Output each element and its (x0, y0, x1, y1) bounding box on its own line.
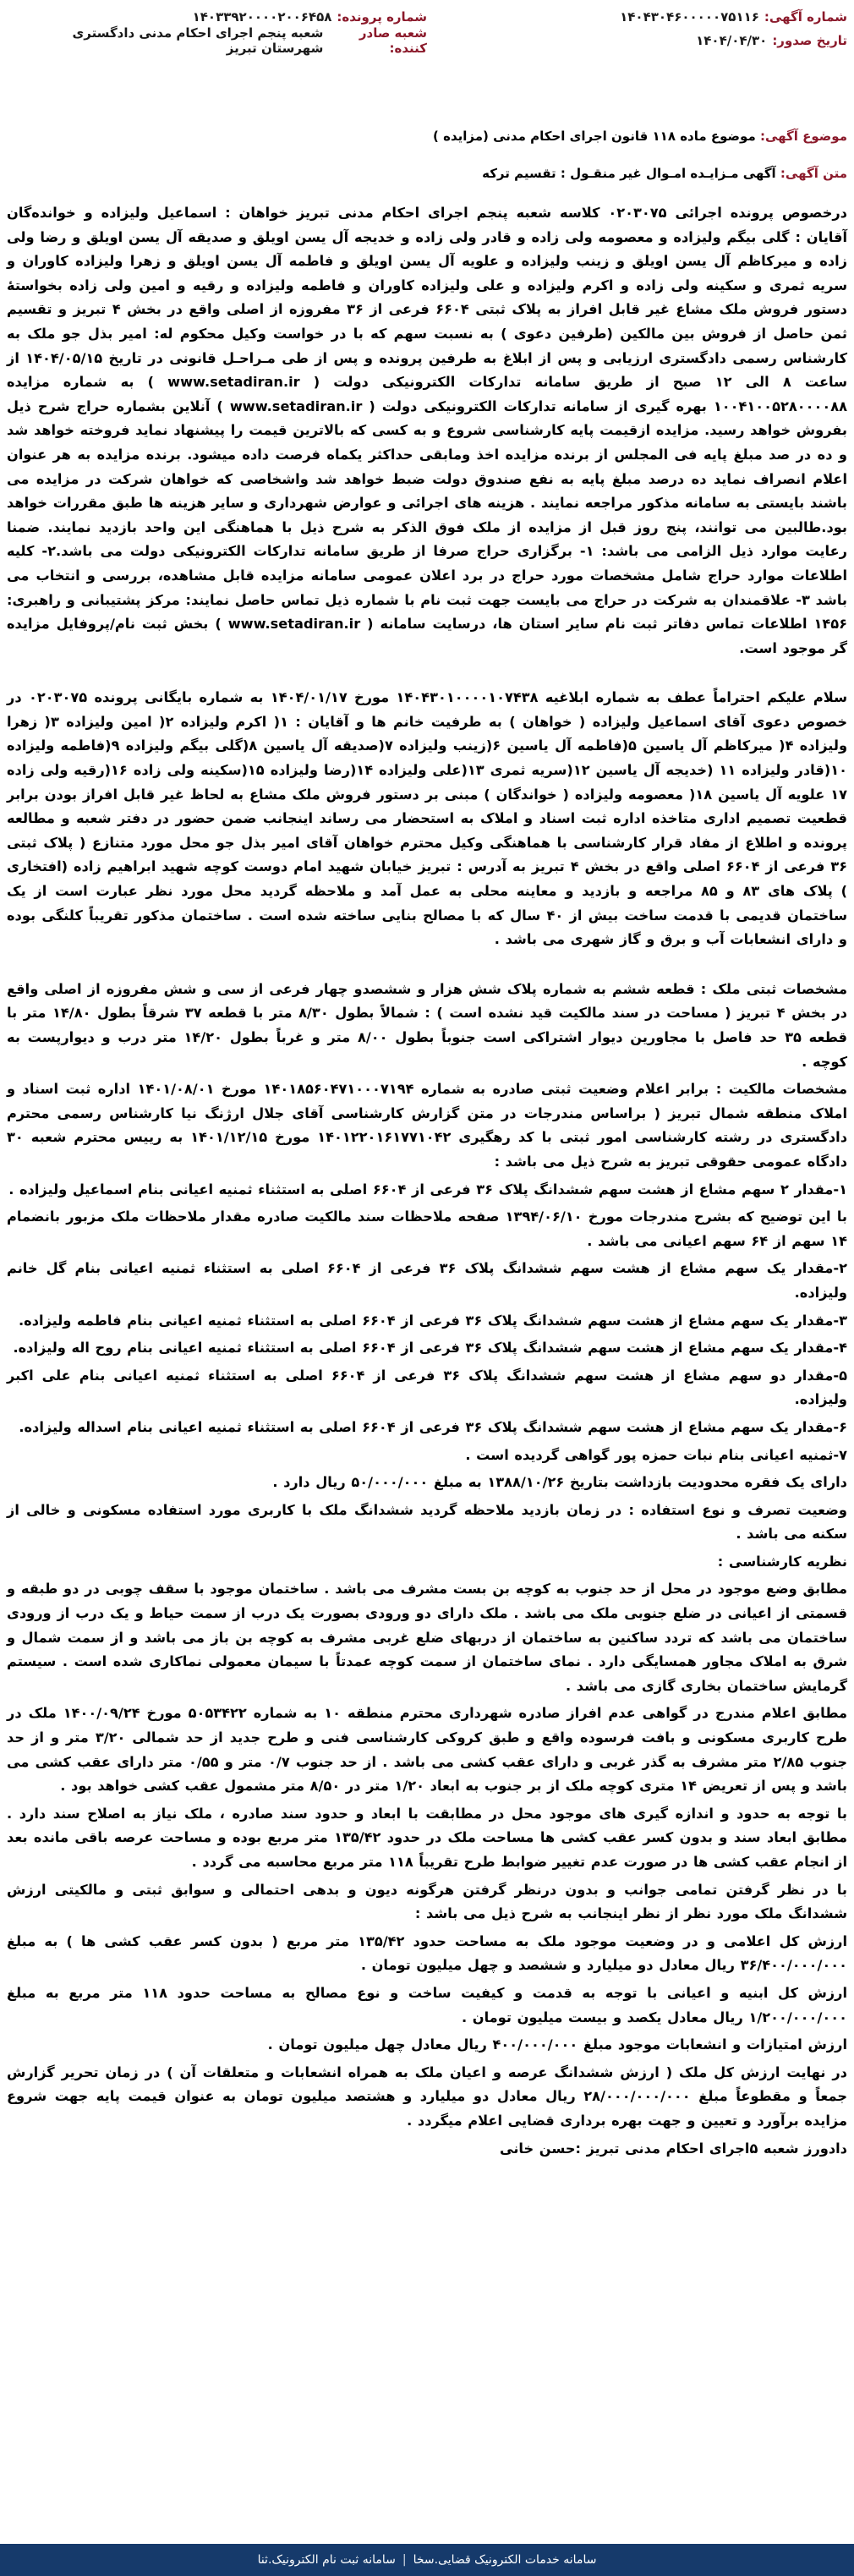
subject-value: موضوع ماده ۱۱۸ قانون اجرای احکام مدنی (مزایده ) (433, 129, 756, 144)
valuation-total: در نهایت ارزش کل ملک ( ارزش ششدانگ عرصه و اعیان ملک به همراه انشعابات و متعلقات آن ) در زمان تحریر گزارش جمعاً و مقطوعاً مبلغ ۲۸/۰۰۰/۰۰۰/۰۰۰ ریال معادل دو میلیارد و هشتصد میلیون تومان به عنوان قیمت پایه جهت شروع مزایده برآورد و تعیین و جهت بهره برداری قضایی اعلام میگردد . (7, 2064, 847, 2129)
subject-label: موضوع آگهی: (759, 129, 847, 144)
branch-field (7, 25, 427, 56)
ownership-specs: مشخصات مالکیت : برابر اعلام وضعیت ثبتی صادره به شماره ۱۴۰۱۸۵۶۰۴۷۱۰۰۰۷۱۹۴ مورخ ۱۴۰۱/۰۸/۰۱ اداره ثبت اسناد و املاک منطقه شمال تبریز ( براساس مندرجات در متن گزارش کارشناسی آقای جلال ارژنگ نیا کارشناس رسمی محترم دادگستری در رشته کارشناسی امور ثبتی با کد رهگیری ۱۴۰۱۲۲۰۱۶۱۷۷۱۰۴۲ مورخ ۱۴۰۱/۱۲/۱۵ به رییس محترم شعبه ۳۰ دادگاه عمومی حقوقی تبریز به شرح ذیل می باشد : (7, 1081, 848, 1170)
ownership-item: ۵-مقدار دو سهم مشاع از هشت سهم ششدانگ پلاک ۳۶ فرعی از ۶۶۰۴ اصلی به استثناء ثمنیه اعیانی بنام علی اکبر ولیزاده. (7, 1367, 847, 1408)
case-number-field (7, 9, 427, 25)
branch-name: شعبه پنجم اجرای احکام مدنی دادگستری شهرستان تبریز (72, 25, 324, 56)
ad-text-value: آگهی مـزایـده امـوال غیر منقـول : تقسیم ترکه (482, 166, 776, 181)
footer-link-sana[interactable]: سامانه ثبت نام الکترونیک.ثنا (257, 2553, 396, 2567)
announcement-body (7, 201, 847, 2164)
ad-number-label: شماره آگهی: (764, 9, 847, 25)
signature: دادورز شعبه ۵اجرای احکام مدنی تبریز :حسن خانی (499, 2140, 847, 2157)
footer-separator: | (402, 2553, 407, 2567)
expert-paragraph: با در نظر گرفتن تمامی جوانب و بدون درنظر گرفتن هرگونه دیون و بدهی احتمالی و سوابق ثبتی و مالکیتی ارزش ششدانگ ملک مورد نظر از نظر اینجانب به شرح ذیل می باشد : (7, 1881, 847, 1922)
case-number: ۱۴۰۳۳۹۲۰۰۰۰۲۰۰۶۴۵۸ (192, 9, 332, 25)
footer-link-sakha[interactable]: سامانه خدمات الکترونیک قضایی.سخا (413, 2553, 597, 2567)
expert-heading: نظریه کارشناسی : (717, 1553, 847, 1570)
expert-paragraph: مطابق اعلام مندرج در گواهی عدم افراز صادره شهرداری محترم منطقه ۱۰ به شماره ۵۰۵۳۴۲۲ مورخ ۱۴۰۰/۰۹/۲۴ ملک در طرح کاربری مسکونی و بافت فرسوده واقع و طبق کروکی کارشناسی فنی و طرح جدید از حد شمالی ۳/۲۰ متر و از حد جنوب ۲/۸۵ متر مشرف به گذر غربی و دارای عقب کشی می باشد . از حد جنوب ۰/۷ متر و ۰/۵۵ متر دارای عقب کشی می باشد و پس از تعریض ۱۴ متری کوچه ملک از بر جنوب به ابعاد ۱/۲۰ متر در ۸/۵۰ متر مشمول عقب کشی خواهد بود . (7, 1705, 848, 1795)
branch-label: شعبه صادر کننده: (359, 25, 427, 56)
issue-date-field (427, 33, 847, 48)
ownership-item: ۶-مقدار یک سهم مشاع از هشت سهم ششدانگ پلاک ۳۶ فرعی از ۶۶۰۴ اصلی به استثناء ثمنیه اعیانی بنام اسداله ولیزاده. (19, 1418, 847, 1435)
registration-specs: مشخصات ثبتی ملک : قطعه ششم به شماره پلاک شش هزار و ششصدو چهار فرعی از سی و شش مفروزه از اصلی واقع در بخش ۴ تبریز ( مساحت در سند مالکیت قید نشده است ) : شمالاً بطول ۸/۳۰ متر با قطعه ۳۷ شرقاً بطول ۱۴/۸۰ متر با قطعه ۳۵ حد فاصل با مجاورین دیوار اشتراکی است جنوباً بطول ۸/۰۰ متر و غرباً بطول ۱۴/۲۰ متر درب و دیوارپست به کوچه . (7, 980, 848, 1070)
ownership-item: ۱-مقدار ۲ سهم مشاع از هشت سهم ششدانگ پلاک ۳۶ فرعی از ۶۶۰۴ اصلی به استثناء ثمنیه اعیانی بنام اسماعیل ولیزاده . (8, 1181, 847, 1198)
usage-status: وضعیت تصرف و نوع استفاده : در زمان بازدید ملاحظه گردید ششدانگ ملک با کاربری مورد استفاده مسکونی و خالی از سکنه می باشد . (7, 1501, 847, 1543)
issue-date-label: تاریخ صدور: (772, 33, 847, 48)
auction-paragraph: درخصوص پرونده اجرائی ۰۲۰۳۰۷۵ کلاسه شعبه پنجم اجرای احکام مدنی تبریز خواهان : اسماعیل ولیزاده و خوانده‌گان آقایان : گلی بیگم ولیزاده و معصومه ولی زاده و قادر ولی زاده و خدیجه آل یسن اویلق و صدیقه آل یسن اویلق و رضا ولی زاده و میرکاظم آل یسن اویلق و زینب ولیزاده و علویه آل یسن اویلق و فاطمه آل یسن اویلق و زهرا ولیزاده کاوران و سریه ثمری و سکینه ولی زاده و اکرم ولیزاده و علی ولیزاده کاوران و فاطمه ولیزاده و رقیه و امین ولی زاده بخواستهٔ دستور فروش ملک مشاع غیر قابل افراز به پلاک ثبتی ۶۶۰۴ فرعی از ۳۶ مفروزه از اصلی واقع در بخش ۴ تبریز و تقسیم ثمن حاصل از فروش بین مالکین (طرفین دعوی ) به نسبت سهم که با در خواست وکیل محکوم له: امیر بذل جو ملک به کارشناس رسمی دادگستری ارزیابی و پس از ابلاغ به طرفین پرونده و پس از طی مـراحـل قانونی در تاریخ ۱۴۰۴/۰۵/۱۵ از ساعت ۸ الی ۱۲ صبح از طریق سامانه تدارکات الکترونیکی دولت ( www.setadiran.ir ) به شماره مزایده ۱۰۰۴۱۰۰۵۲۸۰۰۰۰۸۸ بهره گیری از سامانه تدارکات الکترونیکی دولت ( www.setadiran.ir ) آنلاین بشماره حراج شرح ذیل بفروش خواهد رسید. مزایده ازقیمت پایه کارشناسی شروع و به کسی که بالاترین قیمت را پیشنهاد نماید فروخته خواهد شد و ده در صد مبلغ پایه فی المجلس از برنده مزایده اخذ ومابقی حداکثر یکماه فرصت داده میشود. برنده مزایده به هر عنوان اعلام انصراف نماید ده درصد مبلغ پایه به نفع صندوق دولت ضبط خواهد شد واشخاصی که خواهان شرکت در مزایده می باشند بایستی به سامانه مذکور مراجعه نمایند . هزینه های اجرائی و عوارض شهرداری و سایر هزینه ها طبق مقررات خواهد بود.طالبین می توانند، پنج روز قبل از مزایده از ملک فوق الذکر به شرح ذیل با هماهنگی این واحد بازدید نمایند. ضمنا رعایت موارد ذیل الزامی می باشد: ۱- برگزاری حراج صرفا از طریق سامانه تدارکات الکترونیکی دولت می باشد.۲- کلیه اطلاعات موارد حراج شامل مشخصات مورد حراج در برد اعلان عمومی سامانه مزایده قابل مشاهده، بررسی و انتخاب می باشد ۳- علاقمندان به شرکت در حراج می بایست جهت ثبت نام با شماره ذیل تماس حاصل نمایند: مرکز پشتیبانی و راهبری: ۱۴۵۶ اطلاعات تماس دفاتر ثبت نام سایر استان ها، درسایت سامانه ( www.setadiran.ir ) بخش ثبت نام/پروفایل مزایده گر موجود است. (7, 205, 848, 656)
expert-paragraph: مطابق وضع موجود در محل از حد جنوب به کوچه بن بست مشرف می باشد . ساختمان موجود با سقف چوبی در دو طبقه و قسمتی از اعیانی در ضلع جنوبی ملک می باشد . ملک دارای دو ورودی بصورت یک درب از سمت حیاط و یک درب از ورودی ساختمان می باشد که تردد ساکنین به ساختمان از دربهای ضلع غربی مشرف به کوچه بن باز می باشد و از سمت شمال و شرق به املاک مجاور همسایگی دارد . نمای ساختمان از سمت کوچه عمدتاً با سیمان معمولی نماکاری شده است . سیستم گرمایش ساختمان بخاری گازی می باشد . (7, 1581, 847, 1694)
issue-date: ۱۴۰۴/۰۴/۳۰ (696, 33, 768, 48)
ownership-item: ۷-ثمنیه اعیانی بنام نبات حمزه پور گواهی گردیده است . (465, 1446, 847, 1463)
valuation-building: ارزش کل ابنیه و اعیانی با توجه به قدمت و کیفیت ساخت و نوع مصالح به مساحت حدود ۱۱۸ متر مربع به مبلغ ۱/۲۰۰/۰۰۰/۰۰۰ ریال معادل یکصد و بیست میلیون تومان . (7, 1984, 847, 2025)
case-number-label: شماره پرونده: (337, 9, 427, 25)
header (7, 5, 847, 56)
valuation-land: ارزش کل اعلامی و در وضعیت موجود ملک به مساحت حدود ۱۳۵/۴۲ متر مربع ( بدون کسر عقب کشی ها ) به مبلغ ۳۶/۴۰۰/۰۰۰/۰۰۰ ریال معادل دو میلیارد و ششصد و چهل میلیون تومان . (7, 1932, 847, 1974)
ad-number: ۱۴۰۴۳۰۴۶۰۰۰۰۰۷۵۱۱۶ (620, 9, 759, 25)
ownership-item: ۲-مقدار یک سهم مشاع از هشت سهم ششدانگ پلاک ۳۶ فرعی از ۶۶۰۴ اصلی به استثناء ثمنیه اعیانی بنام گل خانم ولیزاده. (7, 1260, 847, 1301)
ad-text-line (7, 166, 847, 181)
ad-number-field (427, 9, 847, 25)
ownership-item: با این توضیح که بشرح مندرجات مورخ ۱۳۹۴/۰۶/۱۰ صفحه ملاحظات سند مالکیت صادره مقدار ملاحظات ملک مزبور بانضمام ۱۴ سهم از ۶۴ سهم اعیانی می باشد . (7, 1209, 847, 1249)
ownership-item: دارای یک فقره محدودیت بازداشت بتاریخ ۱۳۸۸/۱۰/۲۶ به مبلغ ۵۰/۰۰۰/۰۰۰ ریال دارد . (272, 1474, 847, 1491)
expert-report-intro: سلام علیکم احتراماً عطف به شماره ابلاغیه ۱۴۰۴۳۰۱۰۰۰۰۱۰۷۴۳۸ مورخ ۱۴۰۴/۰۱/۱۷ به شماره بایگانی پرونده ۰۲۰۳۰۷۵ در خصوص دعوی آقای اسماعیل ولیزاده ( خواهان ) به طرفیت خانم ها و آقایان : ۱( اکرم ولیزاده ۲( امین ولیزاده ۳( زهرا ولیزاده ۴( میرکاظم آل یاسین ۵(فاطمه آل یاسین ۶(زینب ولیزاده ۷(صدیقه آل یاسین ۸(گلی بیگم ولیزاده ۹(فاطمه ولیزاده ۱۰(قادر ولیزاده ۱۱ (خدیجه آل یاسین ۱۲(سریه ثمری ۱۳(علی ولیزاده ۱۴(رضا ولیزاده ۱۵(سکینه ولی زاده ۱۶(رقیه ولی زاده ۱۷ علویه آل یاسین ۱۸( معصومه ولیزاده ( خواندگان ) مبنی بر دستور فروش ملک مشاع به لحاظ غیر قابل افراز بودن برابر قطعیت تصمیم اداری متاخذه اداره ثبت اسناد و املاک به استحضار می رساند اینجانب ضمن حضور در دفتر شعبه و مطالعه پرونده و اطلاع از مفاد قرار کارشناسی با هماهنگی وکیل محترم خواهان آقای امیر بذل جو محل مورد متنازع ( پلاک ثبتی ۳۶ فرعی از ۶۶۰۴ اصلی واقع در بخش ۴ تبریز به آدرس : تبریز خیابان شهید امام دوست کوچه شهید ابراهیم زاده (افتخاری ) پلاک های ۸۳ و ۸۵ مراجعه و بازدید و معاینه محلی به عمل آمد و ملاحظه گردید محل مورد نظر عبارت است از یک ساختمان قدیمی با قدمت ساخت بیش از ۴۰ سال که با مصالح بنایی ساخته شده است . ساختمان مذکور تقریباً کلنگی بوده و دارای انشعابات آب و برق و گاز شهری می باشد . (7, 689, 848, 948)
subject-line (7, 129, 847, 144)
footer-bar (0, 2544, 854, 2576)
expert-paragraph: با توجه به حدود و اندازه گیری های موجود محل در مطابقت با ابعاد و حدود سند صادره ، ملک نیاز به اصلاح سند دارد . مطابق ابعاد سند و بدون کسر عقب کشی ها مساحت ملک در حدود ۱۳۵/۴۲ متر مربع بوده و مساحت عرصه باقی مانده بعد از انجام عقب کشی ها در صورت عدم تغییر ضوابط طرح تقریباً ۱۱۸ متر مربع محاسبه می گردد . (7, 1805, 848, 1870)
ad-text-label: متن آگهی: (780, 166, 847, 181)
ownership-item: ۳-مقدار یک سهم مشاع از هشت سهم ششدانگ پلاک ۳۶ فرعی از ۶۶۰۴ اصلی به استثناء ثمنیه اعیانی بنام فاطمه ولیزاده. (18, 1312, 847, 1329)
valuation-utilities: ارزش امتیازات و انشعابات موجود مبلغ ۴۰۰/۰۰۰/۰۰۰ ریال معادل چهل میلیون تومان . (267, 2036, 847, 2053)
ownership-item: ۴-مقدار یک سهم مشاع از هشت سهم ششدانگ پلاک ۳۶ فرعی از ۶۶۰۴ اصلی به استثناء ثمنیه اعیانی بنام روح اله ولیزاده. (13, 1340, 847, 1357)
